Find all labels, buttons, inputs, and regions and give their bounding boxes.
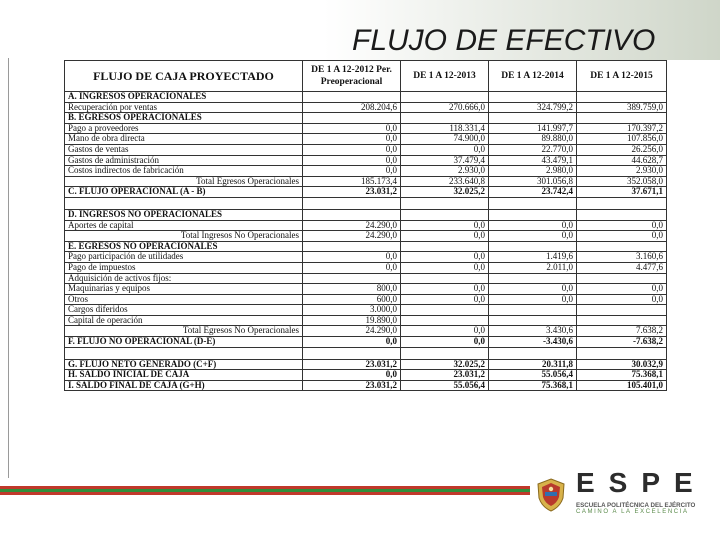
row-label: Costos indirectos de fabricación <box>65 166 303 177</box>
row-value <box>577 315 667 326</box>
table-row <box>65 337 667 348</box>
row-value: 0,0 <box>401 220 489 231</box>
row-value: 23.742,4 <box>489 187 577 198</box>
table-row <box>65 176 667 187</box>
table-row <box>65 347 667 359</box>
row-value <box>303 113 401 124</box>
table-row <box>65 241 667 252</box>
table-row <box>65 262 667 273</box>
left-rule <box>8 58 9 478</box>
row-value: 0,0 <box>577 231 667 242</box>
row-value: 89.880,0 <box>489 134 577 145</box>
row-value <box>489 197 577 209</box>
row-value: 0,0 <box>489 284 577 295</box>
row-value: 0,0 <box>489 220 577 231</box>
row-value: 105.401,0 <box>577 380 667 391</box>
table-body <box>65 92 667 391</box>
table-row <box>65 166 667 177</box>
row-value <box>489 273 577 284</box>
row-value <box>489 209 577 220</box>
row-value <box>577 197 667 209</box>
row-value: 185.173,4 <box>303 176 401 187</box>
row-label: Aportes de capital <box>65 220 303 231</box>
row-value: 0,0 <box>303 155 401 166</box>
row-label: E. EGRESOS NO OPERACIONALES <box>65 241 303 252</box>
table-row <box>65 315 667 326</box>
row-value: 0,0 <box>303 144 401 155</box>
row-value: 74.900,0 <box>401 134 489 145</box>
row-value <box>303 209 401 220</box>
table-row <box>65 359 667 370</box>
row-label: Capital de operación <box>65 315 303 326</box>
row-value: 107.856,0 <box>577 134 667 145</box>
row-value: 2.011,0 <box>489 262 577 273</box>
row-value: 301.056,8 <box>489 176 577 187</box>
logo-motto: CAMINO A LA EXCELENCIA <box>576 509 689 515</box>
table-row <box>65 113 667 124</box>
row-value: 2.980,0 <box>489 166 577 177</box>
row-label: B. EGRESOS OPERACIONALES <box>65 113 303 124</box>
row-value: 0,0 <box>401 337 489 348</box>
row-value <box>303 197 401 209</box>
row-value: 24.290,0 <box>303 231 401 242</box>
table-row <box>65 197 667 209</box>
row-value: 2.930,0 <box>401 166 489 177</box>
row-value: 141.997,7 <box>489 123 577 134</box>
header-2012: DE 1 A 12-2012 Per. Preoperacional <box>303 61 401 92</box>
row-label: Pago participación de utilidades <box>65 252 303 263</box>
cash-flow-table <box>64 60 667 391</box>
stripe-red-bottom <box>0 492 530 495</box>
row-value: 0,0 <box>577 284 667 295</box>
row-value: 0,0 <box>401 231 489 242</box>
table-row <box>65 284 667 295</box>
row-value: 270.666,0 <box>401 102 489 113</box>
row-value <box>401 273 489 284</box>
row-value: 0,0 <box>303 134 401 145</box>
table-row <box>65 231 667 242</box>
row-value: 1.419,6 <box>489 252 577 263</box>
row-value: 800,0 <box>303 284 401 295</box>
row-value <box>401 113 489 124</box>
row-value: 55.056,4 <box>489 370 577 381</box>
row-value: 75.368,1 <box>489 380 577 391</box>
row-value: 2.930,0 <box>577 166 667 177</box>
row-value: 324.799,2 <box>489 102 577 113</box>
row-value: 0,0 <box>303 262 401 273</box>
row-value <box>489 315 577 326</box>
row-value: 233.640,8 <box>401 176 489 187</box>
row-value: 0,0 <box>401 294 489 305</box>
table-row <box>65 380 667 391</box>
row-value: 20.311,8 <box>489 359 577 370</box>
row-value: 43.479,1 <box>489 155 577 166</box>
row-value <box>577 113 667 124</box>
row-value <box>303 241 401 252</box>
row-label <box>65 197 303 209</box>
row-label: A. INGRESOS OPERACIONALES <box>65 92 303 103</box>
row-label: Mano de obra directa <box>65 134 303 145</box>
row-label: D. INGRESOS NO OPERACIONALES <box>65 209 303 220</box>
row-value <box>401 315 489 326</box>
footer-stripes <box>0 486 530 495</box>
row-value: 37.479,4 <box>401 155 489 166</box>
row-value: 0,0 <box>489 294 577 305</box>
table-row <box>65 326 667 337</box>
row-label: Pago de impuestos <box>65 262 303 273</box>
row-value <box>401 209 489 220</box>
row-value: 600,0 <box>303 294 401 305</box>
row-value: 37.671,1 <box>577 187 667 198</box>
row-value <box>489 113 577 124</box>
row-value: 55.056,4 <box>401 380 489 391</box>
header-2015: DE 1 A 12-2015 <box>577 61 667 92</box>
row-label: Total Egresos No Operacionales <box>65 326 303 337</box>
row-value: 0,0 <box>401 326 489 337</box>
row-value: 23.031,2 <box>303 187 401 198</box>
row-value: 389.759,0 <box>577 102 667 113</box>
row-value: 170.397,2 <box>577 123 667 134</box>
row-value <box>489 92 577 103</box>
row-label: Maquinarias y equipos <box>65 284 303 295</box>
table-row <box>65 102 667 113</box>
row-label: Recuperación por ventas <box>65 102 303 113</box>
row-value <box>577 347 667 359</box>
table-row <box>65 273 667 284</box>
row-value <box>303 273 401 284</box>
row-label <box>65 347 303 359</box>
row-value <box>489 347 577 359</box>
row-value: 32.025,2 <box>401 359 489 370</box>
table-row <box>65 92 667 103</box>
row-value <box>489 241 577 252</box>
table-header-row <box>65 61 667 92</box>
row-value: 23.031,2 <box>401 370 489 381</box>
table-row <box>65 370 667 381</box>
row-value <box>577 273 667 284</box>
row-value: 75.368,1 <box>577 370 667 381</box>
header-title: FLUJO DE CAJA PROYECTADO <box>65 61 303 92</box>
row-value: 208.204,6 <box>303 102 401 113</box>
row-value: 24.290,0 <box>303 326 401 337</box>
row-value: 4.477,6 <box>577 262 667 273</box>
row-value: 44.628,7 <box>577 155 667 166</box>
row-label: G. FLUJO NETO GENERADO (C+F) <box>65 359 303 370</box>
row-value <box>577 209 667 220</box>
row-value: 0,0 <box>401 284 489 295</box>
espe-seal-icon <box>536 478 566 512</box>
slide-title: FLUJO DE EFECTIVO <box>352 24 656 57</box>
row-value: 352.058,0 <box>577 176 667 187</box>
row-value: 3.430,6 <box>489 326 577 337</box>
table-row <box>65 209 667 220</box>
row-value: 7.638,2 <box>577 326 667 337</box>
row-value: 23.031,2 <box>303 359 401 370</box>
espe-logo <box>576 468 706 515</box>
table-row <box>65 220 667 231</box>
row-label: Gastos de administración <box>65 155 303 166</box>
row-value: 22.770,0 <box>489 144 577 155</box>
row-value <box>401 305 489 316</box>
row-value: 0,0 <box>577 294 667 305</box>
row-value <box>401 347 489 359</box>
row-value <box>489 305 577 316</box>
row-label: Cargos diferidos <box>65 305 303 316</box>
row-value: 0,0 <box>577 220 667 231</box>
row-value: 23.031,2 <box>303 380 401 391</box>
row-value: 30.032,9 <box>577 359 667 370</box>
row-label: Gastos de ventas <box>65 144 303 155</box>
row-value: 0,0 <box>401 252 489 263</box>
row-label: Total Ingresos No Operacionales <box>65 231 303 242</box>
table-row <box>65 123 667 134</box>
row-value: 0,0 <box>489 231 577 242</box>
header-2014: DE 1 A 12-2014 <box>489 61 577 92</box>
row-value <box>577 241 667 252</box>
table-row <box>65 187 667 198</box>
row-value: 0,0 <box>303 252 401 263</box>
row-value: 19.890,0 <box>303 315 401 326</box>
row-label: Otros <box>65 294 303 305</box>
logo-brand: ESPE <box>576 467 707 498</box>
row-value: -3.430,6 <box>489 337 577 348</box>
row-value <box>303 92 401 103</box>
table-row <box>65 252 667 263</box>
row-value: 26.256,0 <box>577 144 667 155</box>
row-value: 0,0 <box>303 123 401 134</box>
row-value: 0,0 <box>401 262 489 273</box>
row-value: 24.290,0 <box>303 220 401 231</box>
row-label: Adquisición de activos fijos: <box>65 273 303 284</box>
row-value: 0,0 <box>401 144 489 155</box>
row-value: 0,0 <box>303 370 401 381</box>
row-value <box>401 92 489 103</box>
table-row <box>65 134 667 145</box>
row-value: 0,0 <box>303 337 401 348</box>
row-value: 32.025,2 <box>401 187 489 198</box>
row-value: 3.000,0 <box>303 305 401 316</box>
row-label: Pago a proveedores <box>65 123 303 134</box>
row-label: Total Egresos Operacionales <box>65 176 303 187</box>
row-value <box>303 347 401 359</box>
row-value: 0,0 <box>303 166 401 177</box>
row-label: F. FLUJO NO OPERACIONAL (D-E) <box>65 337 303 348</box>
row-value: 118.331,4 <box>401 123 489 134</box>
table-row <box>65 294 667 305</box>
row-value <box>401 241 489 252</box>
row-label: H. SALDO INICIAL DE CAJA <box>65 370 303 381</box>
row-value: -7.638,2 <box>577 337 667 348</box>
table-row <box>65 305 667 316</box>
row-label: I. SALDO FINAL DE CAJA (G+H) <box>65 380 303 391</box>
row-value <box>577 305 667 316</box>
row-value: 3.160,6 <box>577 252 667 263</box>
table-row <box>65 144 667 155</box>
header-2013: DE 1 A 12-2013 <box>401 61 489 92</box>
row-value <box>401 197 489 209</box>
table-row <box>65 155 667 166</box>
row-value <box>577 92 667 103</box>
logo-school: ESCUELA POLITÉCNICA DEL EJÉRCITO <box>576 502 696 509</box>
row-label: C. FLUJO OPERACIONAL (A - B) <box>65 187 303 198</box>
